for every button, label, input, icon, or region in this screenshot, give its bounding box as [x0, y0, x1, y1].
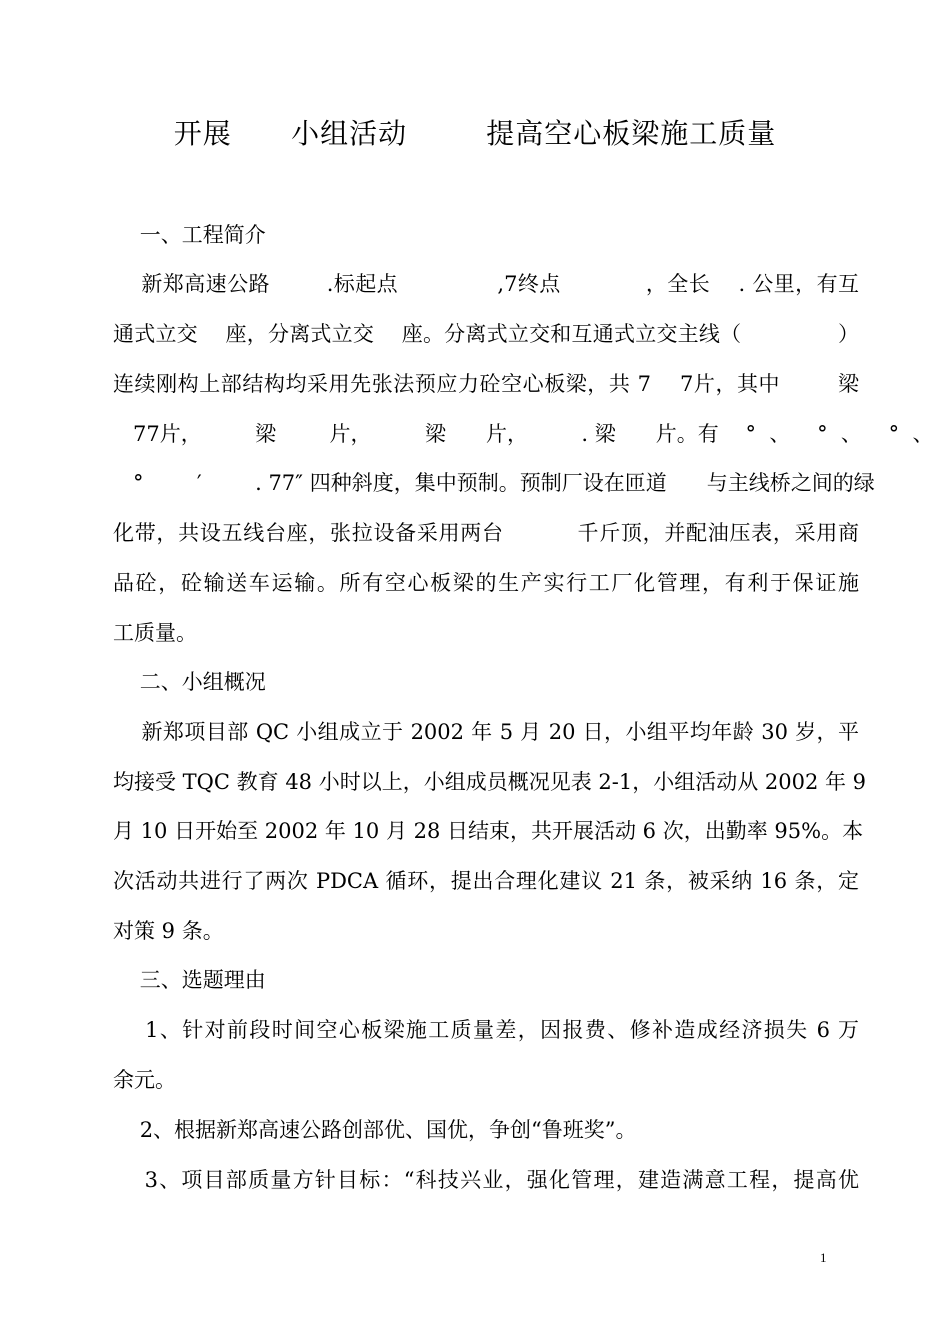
- paragraph-line: 通式立交 座，分离式立交 座。分离式立交和互通式立交主线（ ）: [113, 322, 859, 346]
- paragraph-line: ° ′ . 77″ 四种斜度，集中预制。预制厂设在匝道 与主线桥之间的绿: [113, 471, 875, 495]
- paragraph-line: 月 10 日开始至 2002 年 10 月 28 日结束，共开展活动 6 次，出勤率 95%。本: [113, 819, 864, 843]
- paragraph-line: 余元。: [113, 1068, 176, 1092]
- paragraph-line: 1、针对前段时间空心板梁施工质量差，因报费、修补造成经济损失 6 万: [113, 1018, 859, 1042]
- paragraph-line: 2、根据新郑高速公路创部优、国优，争创“鲁班奖”。: [113, 1118, 637, 1142]
- paragraph-line: 均接受 TQC 教育 48 小时以上，小组成员概况见表 2-1，小组活动从 2002 年 9: [113, 770, 867, 794]
- paragraph-line: 77片， 梁 片， 梁 片， . 梁 片。有 ° 、 ° 、 ° 、: [113, 422, 934, 446]
- paragraph-line: 连续刚构上部结构均采用先张法预应力砼空心板梁，共 7 7片，其中 梁: [113, 372, 859, 396]
- paragraph-line: 品砼，砼输送车运输。所有空心板梁的生产实行工厂化管理，有利于保证施: [113, 571, 859, 595]
- paragraph-line: 新郑项目部 QC 小组成立于 2002 年 5 月 20 日，小组平均年龄 30 岁，平: [113, 720, 859, 744]
- paragraph-line: 对策 9 条。: [113, 919, 224, 943]
- paragraph-line: 3、项目部质量方针目标：“科技兴业，强化管理，建造满意工程，提高优: [113, 1168, 859, 1192]
- document-title: 开展 小组活动 提高空心板梁施工质量: [173, 117, 777, 150]
- heading-project-overview: 一、工程简介: [113, 223, 266, 247]
- page-number: 1: [820, 1250, 827, 1265]
- paragraph-line: 新郑高速公路 .标起点 ,7终点 ，全长 . 公里，有互: [113, 272, 859, 296]
- paragraph-line: 工质量。: [113, 621, 197, 645]
- heading-group-overview: 二、小组概况: [113, 670, 266, 694]
- heading-topic-reasons: 三、选题理由: [113, 968, 266, 992]
- paragraph-line: 次活动共进行了两次 PDCA 循环，提出合理化建议 21 条，被采纳 16 条，定: [113, 869, 859, 893]
- paragraph-line: 化带，共设五线台座，张拉设备采用两台 千斤顶，并配油压表，采用商: [113, 521, 859, 545]
